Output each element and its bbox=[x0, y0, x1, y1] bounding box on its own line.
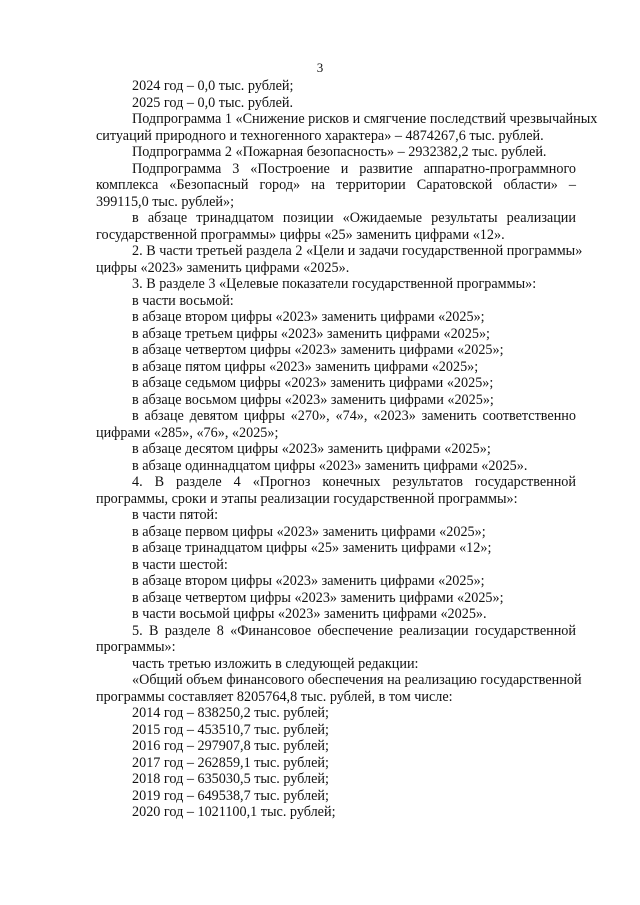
text-line: Подпрограмма 1 «Снижение рисков и смягчение последствий чрезвычайных bbox=[132, 111, 598, 127]
document-body bbox=[96, 78, 598, 821]
text-line: программы, сроки и этапы реализации государственной программы»: bbox=[96, 490, 518, 507]
text-line: в части пятой: bbox=[132, 507, 219, 523]
page-number: 3 bbox=[316, 60, 324, 75]
text-line: в абзаце тринадцатом позиции «Ожидаемые результаты реализации bbox=[132, 210, 576, 226]
text-line: Подпрограмма 2 «Пожарная безопасность» – 2932382,2 тыс. рублей. bbox=[132, 144, 547, 160]
text-line: в абзаце десятом цифры «2023» заменить цифрами «2025»; bbox=[132, 441, 491, 457]
text-line: комплекса «Безопасный город» на территории Саратовской области» – bbox=[96, 177, 576, 193]
text-line: в абзаце первом цифры «2023» заменить цифрами «2025»; bbox=[132, 523, 486, 540]
text-line: 2015 год – 453510,7 тыс. рублей; bbox=[132, 721, 329, 738]
text-line: в абзаце тринадцатом цифры «25» заменить цифрами «12»; bbox=[132, 540, 492, 556]
text-line: Подпрограмма 3 «Построение и развитие аппаратно-программного bbox=[132, 160, 576, 177]
text-line: программы составляет 8205764,8 тыс. рублей, в том числе: bbox=[96, 688, 453, 705]
text-line: 399115,0 тыс. рублей»; bbox=[96, 193, 235, 210]
text-line: в абзаце четвертом цифры «2023» заменить цифрами «2025»; bbox=[132, 589, 504, 606]
text-line: цифры «2023» заменить цифрами «2025». bbox=[96, 259, 350, 276]
text-line: 4. В разделе 4 «Прогноз конечных результатов государственной bbox=[132, 474, 576, 490]
text-line: 2017 год – 262859,1 тыс. рублей; bbox=[132, 754, 329, 771]
text-line: в абзаце четвертом цифры «2023» заменить цифрами «2025»; bbox=[132, 342, 504, 358]
text-line: 2018 год – 635030,5 тыс. рублей; bbox=[132, 771, 329, 787]
text-line: 2025 год – 0,0 тыс. рублей. bbox=[132, 94, 294, 111]
text-line: 2. В части третьей раздела 2 «Цели и задачи государственной программы» bbox=[132, 243, 583, 259]
text-line: в абзаце девятом цифры «270», «74», «2023» заменить соответственно bbox=[132, 408, 576, 424]
text-line: 2016 год – 297907,8 тыс. рублей; bbox=[132, 738, 329, 754]
text-line: программы»: bbox=[96, 639, 176, 655]
text-line: «Общий объем финансового обеспечения на реализацию государственной bbox=[132, 672, 582, 688]
text-line: в части восьмой: bbox=[132, 292, 234, 309]
text-line: в абзаце третьем цифры «2023» заменить цифрами «2025»; bbox=[132, 325, 490, 342]
text-line: 2020 год – 1021100,1 тыс. рублей; bbox=[132, 804, 336, 820]
text-line: 2014 год – 838250,2 тыс. рублей; bbox=[132, 705, 329, 721]
text-line: цифрами «285», «76», «2025»; bbox=[96, 424, 279, 441]
text-line: в абзаце втором цифры «2023» заменить цифрами «2025»; bbox=[132, 573, 485, 589]
text-line: в абзаце втором цифры «2023» заменить цифрами «2025»; bbox=[132, 309, 485, 325]
text-line: в абзаце восьмом цифры «2023» заменить цифрами «2025»; bbox=[132, 391, 494, 408]
text-line: 5. В разделе 8 «Финансовое обеспечение реализации государственной bbox=[132, 622, 576, 639]
text-line: в абзаце седьмом цифры «2023» заменить цифрами «2025»; bbox=[132, 375, 494, 391]
text-line: в абзаце одиннадцатом цифры «2023» заменить цифрами «2025». bbox=[132, 457, 528, 474]
text-line: 2019 год – 649538,7 тыс. рублей; bbox=[132, 787, 329, 804]
text-line: 2024 год – 0,0 тыс. рублей; bbox=[132, 78, 294, 94]
text-line: государственной программы» цифры «25» заменить цифрами «12». bbox=[96, 226, 505, 243]
text-line: 3. В разделе 3 «Целевые показатели государственной программы»: bbox=[132, 276, 537, 292]
text-line: в части шестой: bbox=[132, 556, 228, 573]
text-line: часть третью изложить в следующей редакции: bbox=[132, 655, 419, 672]
text-line: в части восьмой цифры «2023» заменить цифрами «2025». bbox=[132, 606, 487, 622]
text-line: в абзаце пятом цифры «2023» заменить цифрами «2025»; bbox=[132, 358, 479, 375]
text-line: ситуаций природного и техногенного характера» – 4874267,6 тыс. рублей. bbox=[96, 127, 544, 144]
